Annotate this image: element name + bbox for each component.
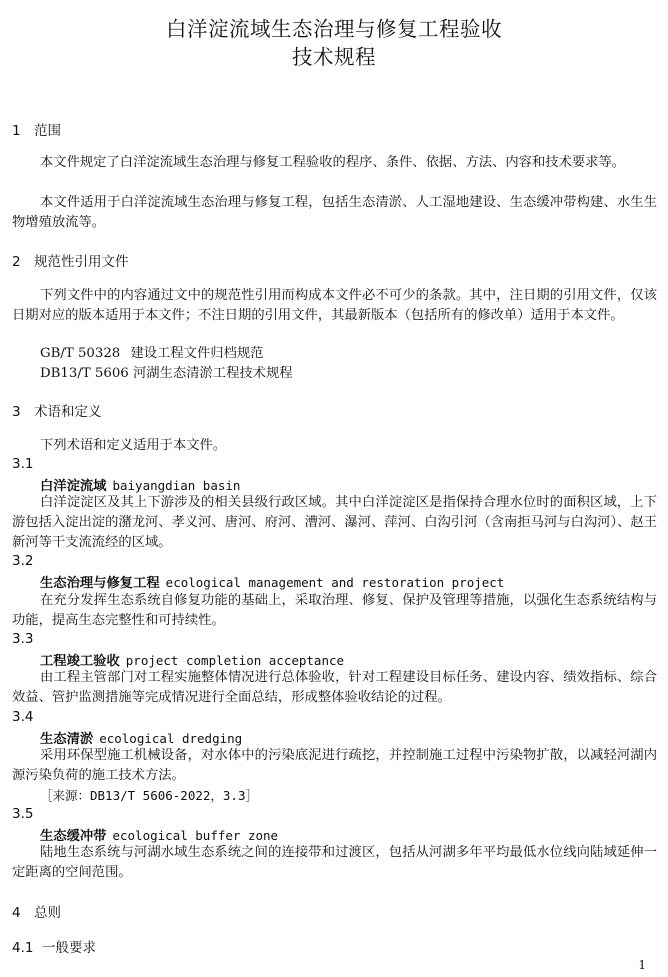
section-1-paragraph-1: 本文件规定了白洋淀流域生态治理与修复工程验收的程序、条件、依据、方法、内容和技术要求等。 xyxy=(40,155,626,170)
term-chinese: 生态治理与修复工程 xyxy=(40,576,160,591)
section-title: 范围 xyxy=(34,123,61,139)
term-number: 3.5 xyxy=(12,806,34,822)
reference-item xyxy=(40,344,263,364)
section-title: 总则 xyxy=(34,905,61,921)
term-definition: 由工程主管部门对工程实施整体情况进行总体验收，针对工程建设目标任务、建设内容、绩效指标、综合效益、管护监测措施等完成情况进行全面总结，形成整体验收结论的过程。 xyxy=(12,670,657,705)
reference-name: 建设工程文件归档规范 xyxy=(130,346,264,361)
reference-item xyxy=(40,364,293,384)
term-english: ecological dredging xyxy=(99,731,243,746)
term-number: 3.2 xyxy=(12,553,34,569)
term-english: ecological buffer zone xyxy=(112,828,279,843)
term-entry xyxy=(40,728,242,747)
section-number: 4 xyxy=(12,905,21,921)
section-title: 规范性引用文件 xyxy=(34,254,129,270)
section-number: 1 xyxy=(12,123,21,139)
section-4-heading xyxy=(12,901,61,921)
document-subtitle: 技术规程 xyxy=(292,45,376,69)
section-number: 4.1 xyxy=(12,940,34,956)
subsection-4-1-heading xyxy=(12,936,96,956)
term-source: ［来源：DB13/T 5606-2022，3.3］ xyxy=(40,788,258,803)
term-english: ecological management and restoration project xyxy=(165,575,505,590)
term-number: 3.4 xyxy=(12,709,34,725)
section-number: 2 xyxy=(12,254,21,270)
term-definition: 采用环保型施工机械设备，对水体中的污染底泥进行疏挖，并控制施工过程中污染物扩散，以减轻河湖内源污染负荷的施工技术方法。 xyxy=(12,748,657,783)
reference-code: GB/T 50328 xyxy=(40,346,121,361)
page-number: 1 xyxy=(638,958,646,972)
section-2-paragraph-1: 下列文件中的内容通过文中的规范性引用而构成本文件必不可少的条款。其中，注日期的引用文件，仅该日期对应的版本适用于本文件；不注日期的引用文件，其最新版本（包括所有的修改单）适用于本文件。 xyxy=(12,288,657,323)
section-1-heading xyxy=(12,119,61,139)
term-entry xyxy=(40,572,504,591)
section-3-heading xyxy=(12,400,102,420)
section-3-intro: 下列术语和定义适用于本文件。 xyxy=(40,438,227,453)
term-english: baiyangdian basin xyxy=(112,478,241,493)
term-number: 3.1 xyxy=(12,456,34,472)
term-definition: 白洋淀淀区及其上下游涉及的相关县级行政区域。其中白洋淀淀区是指保持合理水位时的面积区域，上下游包括入淀出淀的潴龙河、孝义河、唐河、府河、漕河、瀑河、萍河、白沟引河（含南拒马河与白沟河）、赵王新河等干支流流经的区域。 xyxy=(12,495,657,550)
term-chinese: 工程竣工验收 xyxy=(40,654,120,669)
term-number: 3.3 xyxy=(12,631,34,647)
section-2-heading xyxy=(12,250,129,270)
section-title: 术语和定义 xyxy=(34,404,102,420)
term-entry xyxy=(40,475,240,494)
reference-code: DB13/T 5606 xyxy=(40,366,129,381)
term-chinese: 生态缓冲带 xyxy=(40,829,107,844)
reference-name: 河湖生态清淤工程技术规程 xyxy=(133,366,293,381)
section-title: 一般要求 xyxy=(42,940,96,956)
term-definition: 陆地生态系统与河湖水域生态系统之间的连接带和过渡区，包括从河湖多年平均最低水位线向陆域延伸一定距离的空间范围。 xyxy=(12,845,657,880)
term-chinese: 生态清淤 xyxy=(40,732,94,747)
term-chinese: 白洋淀流域 xyxy=(40,479,107,494)
document-title: 白洋淀流域生态治理与修复工程验收 xyxy=(166,17,502,41)
section-1-paragraph-2: 本文件适用于白洋淀流域生态治理与修复工程，包括生态清淤、人工湿地建设、生态缓冲带构建、水生生物增殖放流等。 xyxy=(12,195,657,230)
term-entry xyxy=(40,825,278,844)
term-english: project completion acceptance xyxy=(125,653,345,668)
term-definition: 在充分发挥生态系统自修复功能的基础上，采取治理、修复、保护及管理等措施，以强化生态系统结构与功能，提高生态完整性和可持续性。 xyxy=(12,593,657,628)
term-entry xyxy=(40,650,344,669)
section-number: 3 xyxy=(12,404,21,420)
